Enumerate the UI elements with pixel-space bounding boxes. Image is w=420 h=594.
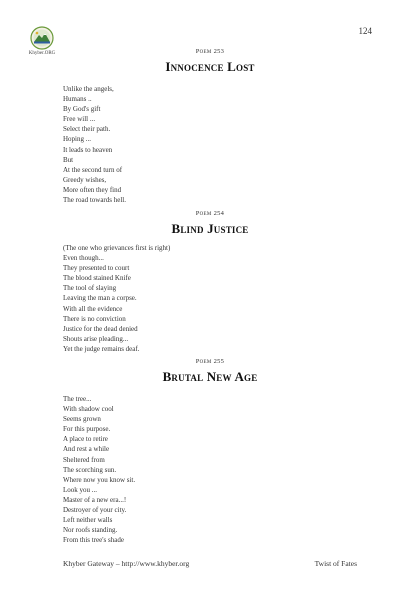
poem-title: Blind Justice [171,221,249,236]
poem-line: The road towards hell. [63,196,126,205]
poem-line: Leaving the man a corpse. [63,294,137,303]
poem-line: More often they find [63,185,122,194]
poem-line: Where now you know sit. [63,475,136,484]
poem-line: By God's gift [63,105,101,114]
poem-line: Master of a new era...! [63,495,127,504]
poem-line: The tree... [63,395,92,403]
poem-body [63,243,170,354]
poem-line: Select their path. [63,125,111,134]
poem-line: Seems grown [63,415,101,424]
poem-line: Even though... [63,254,104,263]
poem-title: Innocence Lost [165,59,255,74]
poem-line: The tool of slaying [63,284,117,293]
poem-line: Unlike the angels, [63,85,114,93]
poem-line: Shouts arise pleading... [63,334,129,343]
poem-line: Destroyer of your city. [63,506,127,515]
page-number: 124 [358,26,372,36]
logo-text: Khyber.ORG [28,51,56,56]
poem-title: Brutal New Age [162,369,258,384]
poem-label: Poem 253 [195,48,225,55]
poem-line: Humans .. [63,95,92,104]
poem-line: With all the evidence [63,304,123,313]
poem-body [63,84,126,205]
poem-line: They presented to court [63,264,130,273]
poem-label: Poem 255 [195,358,225,365]
poem-line: The blood stained Knife [63,274,131,283]
poem-line: Yet the judge remains deaf. [63,344,140,353]
poem-line: Free will ... [63,115,96,124]
poem-line: Left neither walls [63,516,113,525]
footer-source-link[interactable]: Khyber Gateway – http://www.khyber.org [63,559,190,568]
poem-line: Justice for the dead denied [63,324,138,333]
poem-line: There is no conviction [63,314,126,323]
poem-line: From this tree's shade [63,536,124,545]
poem-line: With shadow cool [63,405,114,414]
poem-line: Nor roofs standing. [63,526,118,535]
poem-line: A place to retire [63,435,108,444]
footer-book-title: Twist of Fates [314,559,357,568]
poem-label: Poem 254 [195,210,225,217]
poem-line: For this purpose. [63,425,111,434]
poem-line: The scorching sun. [63,465,117,474]
poem-line: At the second turn of [63,165,123,174]
poem-line: It leads to heaven [63,145,113,154]
poem-line: Sheltered from [63,455,105,464]
poem-line: But [63,155,74,164]
poem-line: (The one who grievances first is right) [63,244,171,252]
poem-line: And rest a while [63,445,110,454]
poem-line: Hoping ... [63,135,91,144]
poem-line: Look you ... [63,485,98,494]
mountain-emblem-icon [30,26,54,50]
poem-line: Greedy wishes, [63,175,107,184]
poem-body [63,394,135,545]
